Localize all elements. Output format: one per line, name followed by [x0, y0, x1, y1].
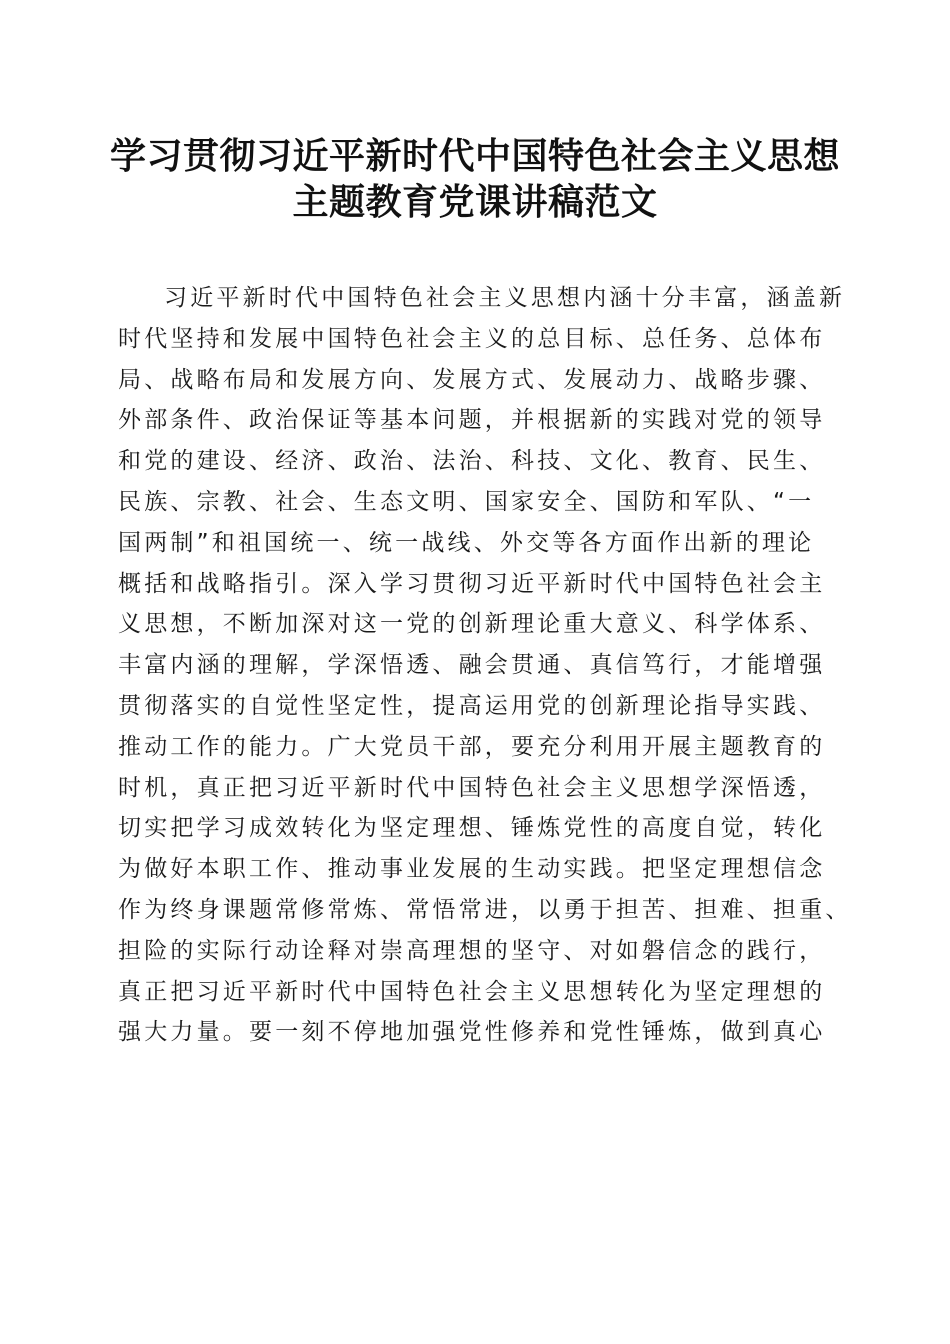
body-line: 切实把学习成效转化为坚定理想、锤炼党性的高度自觉，转化	[118, 815, 826, 842]
body-line: 和党的建设、经济、政治、法治、科技、文化、教育、民生、	[118, 448, 826, 475]
body-line: 贯彻落实的自觉性坚定性，提高运用党的创新理论指导实践、	[118, 692, 826, 719]
body-line: 真正把习近平新时代中国特色社会主义思想转化为坚定理想的	[118, 978, 826, 1005]
body-line: 外部条件、政治保证等基本问题，并根据新的实践对党的领导	[118, 407, 826, 434]
body-line: 丰富内涵的理解，学深悟透、融会贯通、真信笃行，才能增强	[118, 652, 826, 679]
body-line: 概括和战略指引。深入学习贯彻习近平新时代中国特色社会主	[118, 570, 826, 597]
body-line: 习近平新时代中国特色社会主义思想内涵十分丰富，涵盖新	[164, 285, 846, 311]
body-line: 推动工作的能力。广大党员干部，要充分利用开展主题教育的	[118, 733, 826, 760]
body-line: 作为终身课题常修常炼、常悟常进，以勇于担苦、担难、担重、	[118, 896, 852, 923]
title-line-1: 学习贯彻习近平新时代中国特色社会主义思想	[109, 135, 840, 177]
body-line: 时代坚持和发展中国特色社会主义的总目标、总任务、总体布	[118, 325, 826, 352]
body-line: 担险的实际行动诠释对崇高理想的坚守、对如磐信念的践行，	[118, 937, 826, 964]
body-line: 义思想，不断加深对这一党的创新理论重大意义、科学体系、	[118, 611, 826, 638]
body-line: 局、战略布局和发展方向、发展方式、发展动力、战略步骤、	[118, 366, 826, 393]
body-line: 时机，真正把习近平新时代中国特色社会主义思想学深悟透，	[118, 774, 826, 801]
document-title	[0, 133, 950, 225]
title-line-2: 主题教育党课讲稿范文	[292, 181, 658, 223]
body-line: 强大力量。要一刻不停地加强党性修养和党性锤炼，做到真心	[118, 1019, 826, 1046]
body-line: 民族、宗教、社会、生态文明、国家安全、国防和军队、“一	[118, 488, 815, 515]
body-line: 国两制”和祖国统一、统一战线、外交等各方面作出新的理论	[118, 529, 815, 556]
body-line: 为做好本职工作、推动事业发展的生动实践。把坚定理想信念	[118, 856, 826, 883]
document-body	[118, 278, 852, 1053]
